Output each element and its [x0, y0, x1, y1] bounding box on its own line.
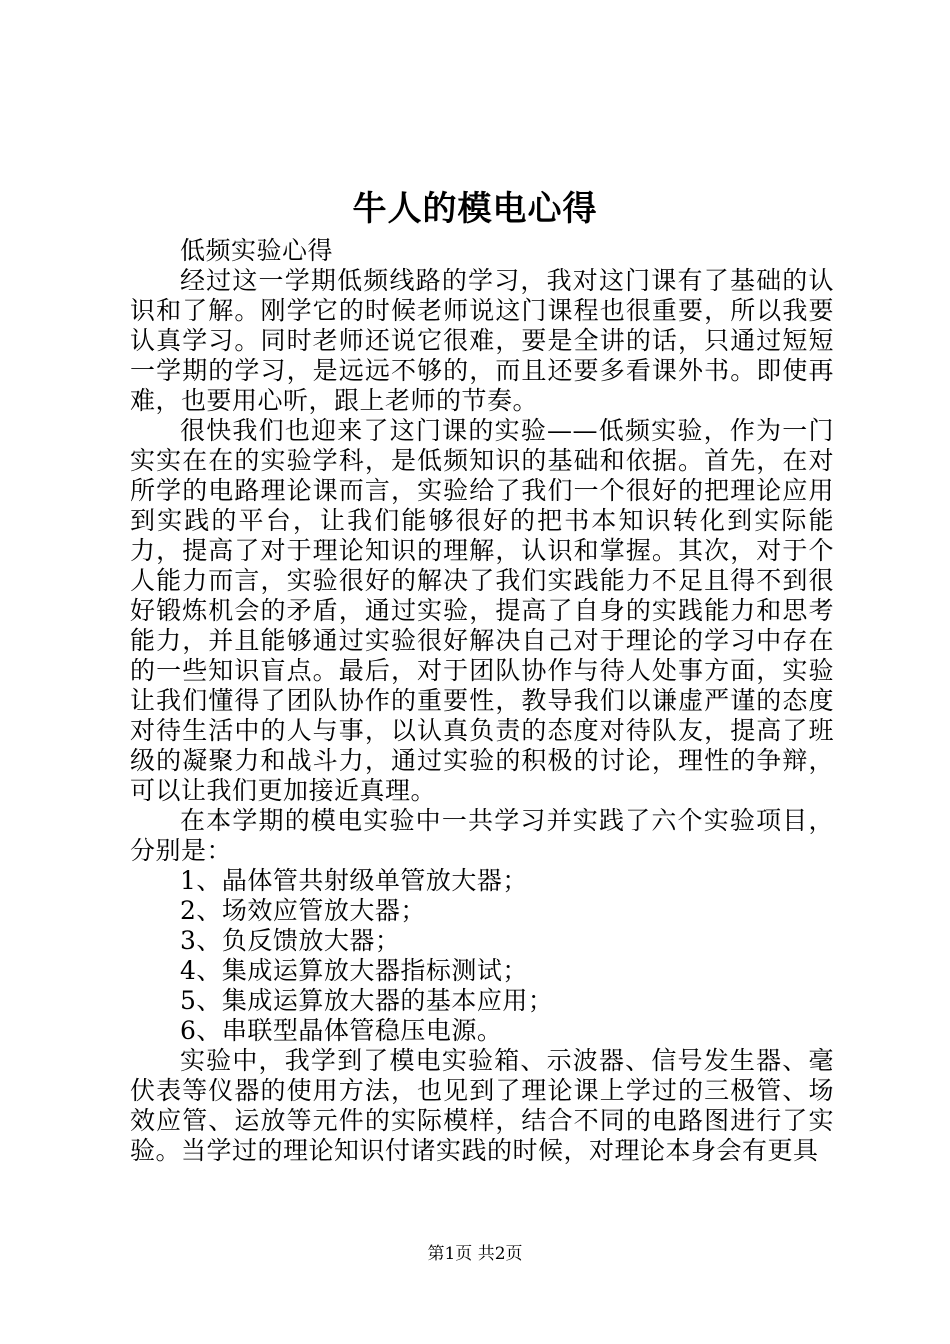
list-item: 5、集成运算放大器的基本应用； [180, 986, 554, 1015]
document-title: 牛人的模电心得 [352, 189, 598, 229]
list-item: 6、串联型晶体管稳压电源。 [180, 1016, 503, 1045]
paragraph: 经过这一学期低频线路的学习，我对这门课有了基础的认识和了解。刚学它的时候老师说这门课程也很重要，所以我要认真学习。同时老师还说它很难，要是全讲的话，只通过短短一学期的学习，是远远不够的，而且还要多看课外书。即使再难，也要用心听，跟上老师的节奏。 [130, 266, 834, 415]
list-item: 3、负反馈放大器； [180, 926, 401, 955]
list-item: 1、晶体管共射级单管放大器； [180, 866, 528, 895]
paragraph: 实验中，我学到了模电实验箱、示波器、信号发生器、毫伏表等仪器的使用方法，也见到了理论课上学过的三极管、场效应管、运放等元件的实际模样，结合不同的电路图进行了实验。当学过的理论知识付诸实践的时候，对理论本身会有更具 [130, 1046, 834, 1165]
section-subtitle: 低频实验心得 [180, 236, 334, 265]
document-body [130, 236, 834, 1166]
list-item: 4、集成运算放大器指标测试； [180, 956, 528, 985]
page-footer: 第1页 共2页 [427, 1244, 523, 1264]
paragraph: 很快我们也迎来了这门课的实验——低频实验，作为一门实实在在的实验学科，是低频知识的基础和依据。首先，在对所学的电路理论课而言，实验给了我们一个很好的把理论应用到实践的平台，让我们能够很好的把书本知识转化到实际能力，提高了对于理论知识的理解，认识和掌握。其次，对于个人能力而言，实验很好的解决了我们实践能力不足且得不到很好锻炼机会的矛盾，通过实验，提高了自身的实践能力和思考能力，并且能够通过实验很好解决自己对于理论的学习中存在的一些知识盲点。最后，对于团队协作与待人处事方面，实验让我们懂得了团队协作的重要性，教导我们以谦虚严谨的态度对待生活中的人与事，以认真负责的态度对待队友，提高了班级的凝聚力和战斗力，通过实验的积极的讨论，理性的争辩，可以让我们更加接近真理。 [130, 416, 834, 805]
list-item: 2、场效应管放大器； [180, 896, 426, 925]
paragraph: 在本学期的模电实验中一共学习并实践了六个实验项目，分别是： [130, 806, 834, 865]
